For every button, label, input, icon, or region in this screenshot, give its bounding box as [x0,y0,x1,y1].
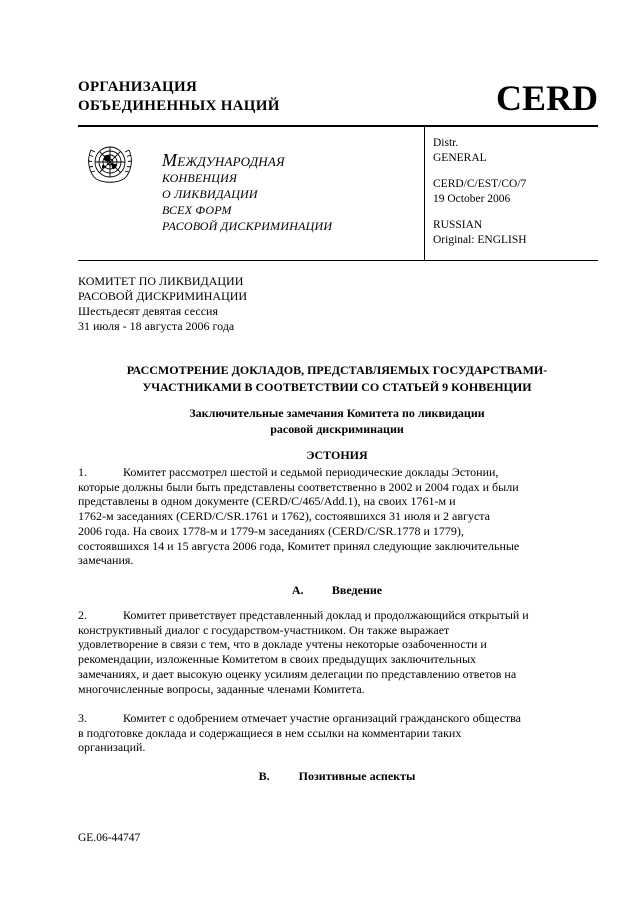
paragraph-line: Комитет рассмотрел шестой и седьмой периодические доклады Эстонии, [123,465,499,479]
sub-heading-line1: Заключительные замечания Комитета по ликвидации [189,406,485,420]
organization-title-line2: ОБЪЕДИНЕННЫХ НАЦИЙ [78,98,280,114]
committee-line1: КОМИТЕТ ПО ЛИКВИДАЦИИ [78,274,244,288]
organization-title [78,78,280,116]
original-language: Original: ENGLISH [433,233,527,246]
paragraph-line: конструктивный диалог с государством-участником. Он также выражает [78,622,450,637]
paragraph-line: многочисленные вопросы, заданные членами Комитета. [78,681,365,696]
section-heading-b [78,768,596,784]
document-language: RUSSIAN [433,219,483,231]
convention-line4: ВСЕХ ФОРМ [162,203,232,217]
sub-heading [78,405,596,437]
section-title: Введение [331,583,383,597]
committee-block [78,274,247,334]
paragraph-number: 1. [78,465,87,479]
section-heading-a [78,582,596,598]
un-emblem-icon [82,137,138,191]
paragraph-line: рекомендации, изложенные Комитетом в своих предыдущих заключительных [78,652,477,667]
convention-line1: ЕЖДУНАРОДНАЯ [177,154,285,169]
document-metadata [433,136,527,247]
main-heading-line1: РАССМОТРЕНИЕ ДОКЛАДОВ, ПРЕДСТАВЛЯЕМЫХ ГОСУДАРСТВАМИ- [126,363,548,377]
paragraph-line: замечания. [78,553,134,568]
organization-title-line1: ОРГАНИЗАЦИЯ [78,79,198,95]
paragraph-1 [78,465,598,568]
paragraph-line: замечаниях, и дает высокую оценку усилиям делегации по представлению ответов на [78,666,517,681]
convention-line5: РАСОВОЙ ДИСКРИМИНАЦИИ [162,219,333,233]
paragraph-line: организаций. [78,740,146,755]
paragraph-3 [78,711,598,755]
header-divider [78,125,598,127]
section-letter: A. [291,583,304,597]
paragraph-line: удовлетворение в связи с тем, что в докладе учтены некоторые озабоченности и [78,637,487,652]
section-letter: B. [258,769,270,783]
paragraph-line: состоявшихся 14 и 15 августа 2006 года, Комитет принял следующие заключительные [78,538,520,553]
paragraph-line: Комитет приветствует представленный доклад и продолжающийся открытый и [123,608,529,622]
committee-line2: РАСОВОЙ ДИСКРИМИНАЦИИ [78,289,248,303]
session-dates: 31 июля - 18 августа 2006 года [78,319,235,333]
convention-name [162,152,332,234]
document-date: 19 October 2006 [433,192,511,205]
paragraph-number: 3. [78,711,87,725]
convention-line2: КОНВЕНЦИЯ [162,171,238,185]
main-heading-line2: УЧАСТНИКАМИ В СООТВЕТСТВИИ СО СТАТЬЕЙ 9 КОНВЕНЦИИ [142,380,532,394]
paragraph-2 [78,608,598,696]
header-column-divider [424,126,425,260]
section-title: Позитивные аспекты [298,769,416,783]
paragraph-line: представлены в одном документе (CERD/C/465/Add.1), на своих 1761-м и [78,494,456,509]
paragraph-line: 1762-м заседаниях (CERD/C/SR.1761 и 1762), состоявшихся 31 июля и 2 августа [78,509,490,524]
paragraph-line: в подготовке доклада и содержащиеся в нем ссылки на комментарии таких [78,725,462,740]
job-number: GE.06-44747 [78,832,141,844]
paragraph-line: Комитет с одобрением отмечает участие организаций гражданского общества [123,711,521,725]
convention-initial: М [162,150,178,170]
main-heading [78,362,596,396]
document-symbol: CERD/C/EST/CO/7 [433,178,527,190]
paragraph-number: 2. [78,608,87,622]
session-name: Шестьдесят девятая сессия [78,304,218,318]
paragraph-line: 2006 года. На своих 1778-м и 1779-м заседаниях (CERD/C/SR.1778 и 1779), [78,523,464,538]
sub-heading-line2: расовой дискриминации [270,422,404,436]
distr-label: Distr. [433,137,459,149]
header-bottom-divider [78,260,598,261]
document-series-symbol: CERD [495,78,598,118]
convention-line3: О ЛИКВИДАЦИИ [162,187,258,201]
country-heading: ЭСТОНИЯ [306,448,368,462]
paragraph-line: которые должны были быть представлены соответственно в 2002 и 2004 годах и были [78,479,519,494]
distribution-value: GENERAL [433,151,487,164]
